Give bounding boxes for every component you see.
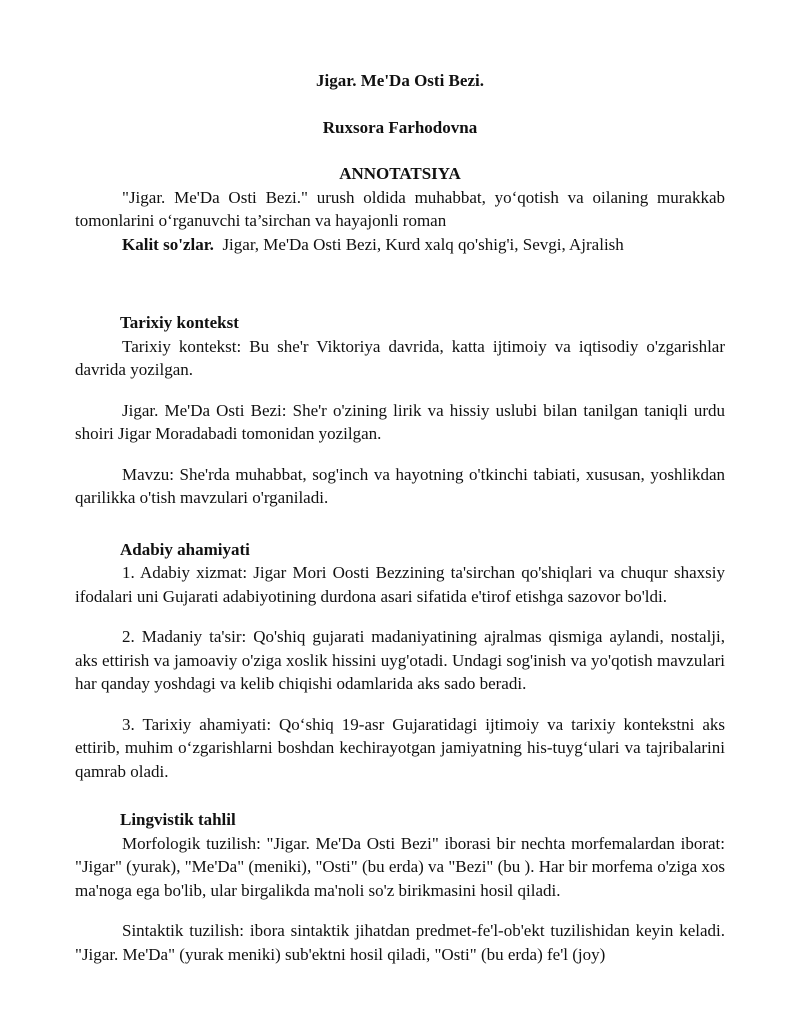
paragraph: 2. Madaniy ta'sir: Qo'shiq gujarati madaniyatining ajralmas qismiga aylandi, nostalji, aks ettirish va jamoaviy o'ziga xoslik hissini uyg'otadi. Undagi sog'inish va yo'qotish mavzulari har qanday yoshdagi va kelib chiqishi odamlarida aks sado beradi. xyxy=(75,627,725,693)
keywords-text: Jigar, Me'Da Osti Bezi, Kurd xalq qo'shig'i, Sevgi, Ajralish xyxy=(222,234,624,254)
section-heading-historical-context: Tarixiy kontekst xyxy=(120,313,239,332)
section-heading-literary-significance: Adabiy ahamiyati xyxy=(120,539,250,559)
paragraph: Mavzu: She'rda muhabbat, sog'inch va hayotning o'tkinchi tabiati, xususan, yoshlikdan qarilikka o'tish mavzulari o'rganiladi. xyxy=(75,464,725,507)
paragraph: 3. Tarixiy ahamiyati: Qo‘shiq 19-asr Gujaratidagi ijtimoiy va tarixiy kontekstni aks ettirib, muhim o‘zgarishlarni boshdan kechirayotgan jamiyatning his-tuyg‘ulari va tajribalarini qamrab oladi. xyxy=(75,714,725,781)
paragraph: 1. Adabiy xizmat: Jigar Mori Oosti Bezzining ta'sirchan qo'shiqlari va chuqur shaxsiy ifodalari uni Gujarati adabiyotining durdona asari sifatida e'tirof etishga sazovor bo'ldi. xyxy=(75,563,725,606)
keywords-line xyxy=(75,233,725,257)
paragraph: Sintaktik tuzilish: ibora sintaktik jihatdan predmet-fe'l-ob'ekt tuzilishidan keyin keladi. "Jigar. Me'Da" (yurak meniki) sub'ektni hosil qiladi, "Osti" (bu erda) fe'l (joy) xyxy=(75,921,725,964)
abstract-text: "Jigar. Me'Da Osti Bezi." urush oldida muhabbat, yo‘qotish va oilaning murakkab tomonlarini o‘rganuvchi ta’sirchan va hayajonli roman xyxy=(75,187,725,230)
section-heading-linguistic-analysis: Lingvistik tahlil xyxy=(120,810,236,829)
keywords-label: Kalit so'zlar. xyxy=(122,234,214,254)
paragraph: Jigar. Me'Da Osti Bezi: She'r o'zining lirik va hissiy uslubi bilan tanilgan taniqli urdu shoiri Jigar Moradabadi tomonidan yozilgan. xyxy=(75,400,725,443)
paragraph: Tarixiy kontekst: Bu she'r Viktoriya davrida, katta ijtimoiy va iqtisodiy o'zgarishlar davrida yozilgan. xyxy=(75,336,725,379)
document-title: Jigar. Me'Da Osti Bezi. xyxy=(316,71,484,90)
document-author: Ruxsora Farhodovna xyxy=(322,117,478,137)
paragraph: Morfologik tuzilish: "Jigar. Me'Da Osti Bezi" iborasi bir nechta morfemalardan iborat: "Jigar" (yurak), "Me'Da" (meniki), "Osti" (bu erda) va "Bezi" (bu ). Har bir morfema o'ziga xos ma'noga ega bo'lib, ular birgalikda ma'noli so'z birikmasini hosil qiladi. xyxy=(75,833,725,900)
abstract-heading: ANNOTATSIYA xyxy=(339,164,461,183)
